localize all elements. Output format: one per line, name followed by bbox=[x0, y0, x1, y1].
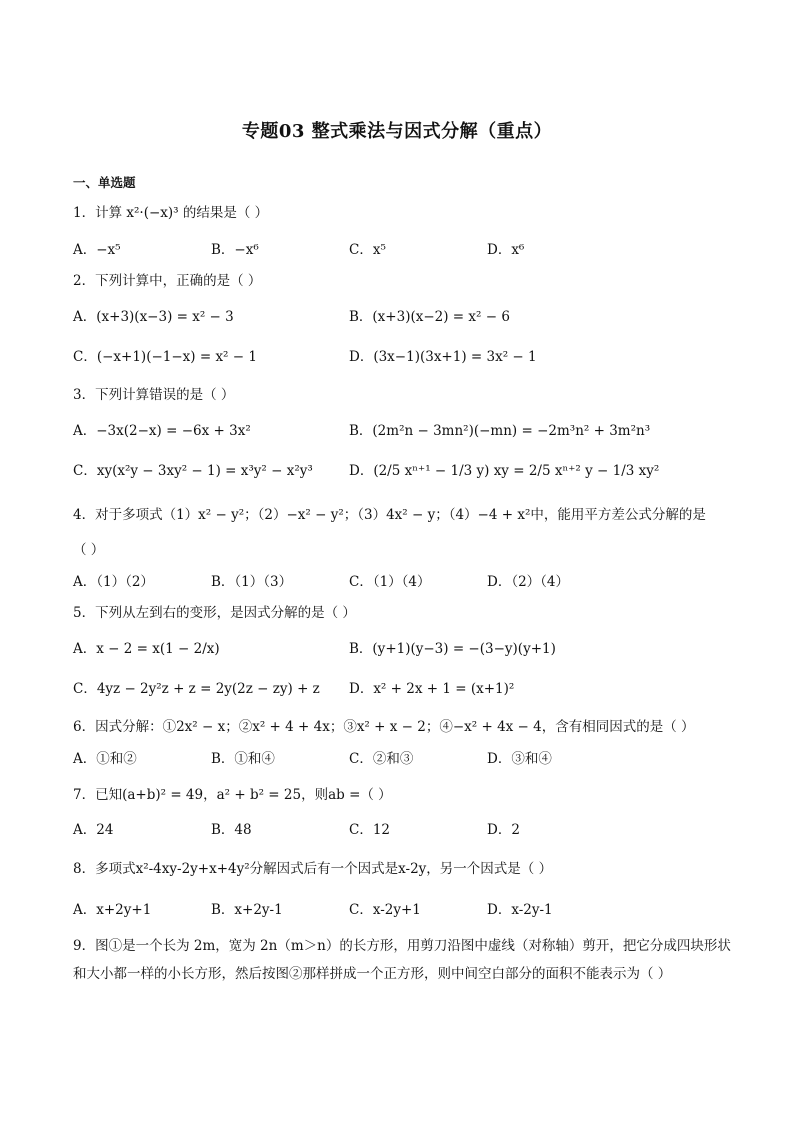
question-6-option-b: B．①和④ bbox=[211, 751, 275, 767]
question-7-stem: 7．已知(a+b)² = 49，a² + b² = 25，则ab =（ ） bbox=[73, 787, 392, 803]
question-5-option-b: B．(y+1)(y−3) = −(3−y)(y+1) bbox=[349, 641, 556, 657]
question-6-stem: 6．因式分解：①2x² − x；②x² + 4 + 4x；③x² + x − 2；④−x² + 4x − 4，含有相同因式的是（ ） bbox=[73, 719, 695, 735]
question-7-option-d: D．2 bbox=[487, 822, 520, 838]
question-8-option-c: C．x-2y+1 bbox=[349, 902, 421, 918]
question-1-option-b: B．−x⁶ bbox=[211, 242, 259, 258]
question-6-option-d: D．③和④ bbox=[487, 751, 552, 767]
question-6-option-c: C．②和③ bbox=[349, 751, 414, 767]
question-2-stem: 2．下列计算中，正确的是（ ） bbox=[73, 273, 262, 289]
question-3-option-a: A．−3x(2−x) = −6x + 3x² bbox=[73, 423, 251, 439]
question-4-option-d: D．（2）（4） bbox=[487, 574, 570, 590]
question-8-option-b: B．x+2y-1 bbox=[211, 902, 283, 918]
question-1-option-c: C．x⁵ bbox=[349, 242, 386, 258]
question-5-stem: 5．下列从左到右的变形，是因式分解的是（ ） bbox=[73, 605, 356, 621]
question-8-stem: 8．多项式x²-4xy-2y+x+4y²分解因式后有一个因式是x-2y，另一个因式是（ ） bbox=[73, 861, 553, 877]
question-8-option-a: A．x+2y+1 bbox=[73, 902, 152, 918]
question-1-option-d: D．x⁶ bbox=[487, 242, 525, 258]
question-4-option-a: A．（1）（2） bbox=[73, 574, 154, 590]
question-7-option-c: C．12 bbox=[349, 822, 391, 838]
question-1-option-a: A．−x⁵ bbox=[73, 242, 121, 258]
question-6-option-a: A．①和② bbox=[73, 751, 137, 767]
question-5-option-d: D．x² + 2x + 1 = (x+1)² bbox=[349, 681, 515, 697]
question-2-option-d: D．(3x−1)(3x+1) = 3x² − 1 bbox=[349, 349, 537, 365]
question-3-option-c: C．xy(x²y − 3xy² − 1) = x³y² − x²y³ bbox=[73, 463, 313, 479]
question-4-stem-continued: （ ） bbox=[73, 542, 105, 558]
question-9-stem: 9．图①是一个长为 2m，宽为 2n（m＞n）的长方形，用剪刀沿图中虚线（对称轴）剪开，把它分成四块形状和大小都一样的小长方形，然后按图②那样拼成一个正方形，则中间空白部分的面积不能表示为（ ） bbox=[73, 938, 731, 982]
question-3-stem: 3．下列计算错误的是（ ） bbox=[73, 387, 235, 403]
section-heading: 一、单选题 bbox=[73, 175, 136, 190]
question-8-option-d: D．x-2y-1 bbox=[487, 902, 553, 918]
question-4-option-c: C．（1）（4） bbox=[349, 574, 431, 590]
question-3-option-b: B．(2m²n − 3mn²)(−mn) = −2m³n² + 3m²n³ bbox=[349, 423, 651, 439]
question-4-stem: 4．对于多项式（1）x² − y²；（2）−x² − y²；（3）4x² − y；（4）−4 + x²中，能用平方差公式分解的是 bbox=[73, 507, 706, 523]
question-3-option-d: D．(2/5 xⁿ⁺¹ − 1/3 y) xy = 2/5 xⁿ⁺² y − 1/3 xy² bbox=[349, 463, 660, 479]
question-2-option-b: B．(x+3)(x−2) = x² − 6 bbox=[349, 309, 510, 325]
question-7-option-a: A．24 bbox=[73, 822, 114, 838]
question-1-stem: 1．计算 x²·(−x)³ 的结果是（ ） bbox=[73, 205, 269, 221]
question-5-option-a: A．x − 2 = x(1 − 2/x) bbox=[73, 641, 220, 657]
question-5-option-c: C．4yz − 2y²z + z = 2y(2z − zy) + z bbox=[73, 681, 320, 697]
question-2-option-a: A．(x+3)(x−3) = x² − 3 bbox=[73, 309, 234, 325]
question-2-option-c: C．(−x+1)(−1−x) = x² − 1 bbox=[73, 349, 257, 365]
question-7-option-b: B．48 bbox=[211, 822, 252, 838]
question-4-option-b: B．（1）（3） bbox=[211, 574, 293, 590]
page-title: 专题03 整式乘法与因式分解（重点） bbox=[241, 121, 553, 142]
